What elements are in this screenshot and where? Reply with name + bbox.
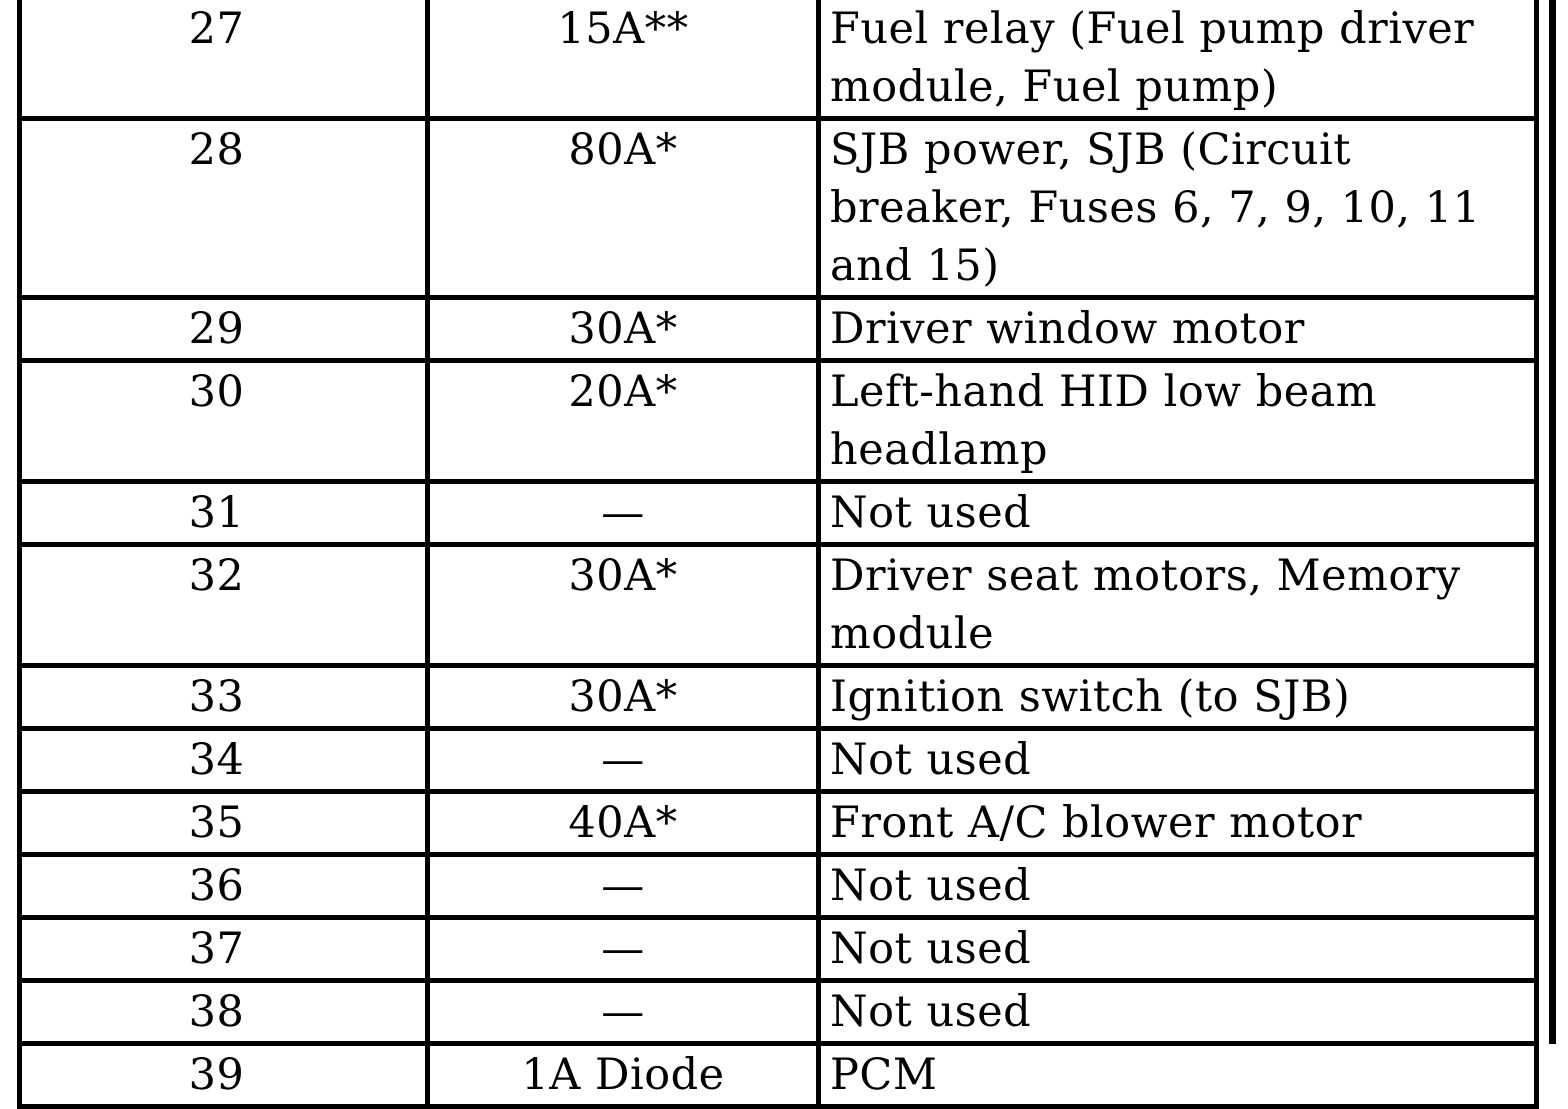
table-row: [20, 482, 1537, 545]
protected-component-cell: Driver seat motors, Memory module: [819, 545, 1537, 666]
table-row: [20, 918, 1537, 981]
table-row: [20, 729, 1537, 792]
protected-component-cell: Not used: [819, 482, 1537, 545]
table-row: [20, 855, 1537, 918]
fuse-number-cell: 39: [20, 1044, 428, 1107]
fuse-number-cell: 30: [20, 361, 428, 482]
protected-component-cell: Not used: [819, 918, 1537, 981]
page-edge-rule: [1549, 0, 1556, 1044]
fuse-number-cell: 28: [20, 119, 428, 298]
fuse-number-cell: 35: [20, 792, 428, 855]
table-row: [20, 361, 1537, 482]
fuse-number-cell: 29: [20, 298, 428, 361]
fuse-number-cell: 37: [20, 918, 428, 981]
protected-component-cell: PCM: [819, 1044, 1537, 1107]
amp-rating-cell: —: [428, 918, 819, 981]
fuse-number-cell: 27: [20, 0, 428, 119]
fuse-number-cell: 32: [20, 545, 428, 666]
protected-component-cell: Not used: [819, 981, 1537, 1044]
table-row: [20, 545, 1537, 666]
amp-rating-cell: 1A Diode: [428, 1044, 819, 1107]
amp-rating-cell: —: [428, 981, 819, 1044]
amp-rating-cell: 80A*: [428, 119, 819, 298]
table-row: [20, 298, 1537, 361]
protected-component-cell: Not used: [819, 855, 1537, 918]
amp-rating-cell: 15A**: [428, 0, 819, 119]
table-row: [20, 981, 1537, 1044]
fuse-number-cell: 33: [20, 666, 428, 729]
amp-rating-cell: 20A*: [428, 361, 819, 482]
table-row: [20, 666, 1537, 729]
protected-component-cell: Ignition switch (to SJB): [819, 666, 1537, 729]
protected-component-cell: Driver window motor: [819, 298, 1537, 361]
fuse-number-cell: 36: [20, 855, 428, 918]
table-row: [20, 792, 1537, 855]
fuse-number-cell: 38: [20, 981, 428, 1044]
amp-rating-cell: 30A*: [428, 666, 819, 729]
table-row: [20, 1044, 1537, 1107]
protected-component-cell: Front A/C blower motor: [819, 792, 1537, 855]
amp-rating-cell: —: [428, 482, 819, 545]
protected-component-cell: Left-hand HID low beam headlamp: [819, 361, 1537, 482]
fuse-number-cell: 31: [20, 482, 428, 545]
amp-rating-cell: 30A*: [428, 545, 819, 666]
protected-component-cell: Fuel relay (Fuel pump driver module, Fuel pump): [819, 0, 1537, 119]
amp-rating-cell: —: [428, 729, 819, 792]
table-row: [20, 0, 1537, 119]
amp-rating-cell: —: [428, 855, 819, 918]
protected-component-cell: Not used: [819, 729, 1537, 792]
fuse-number-cell: 34: [20, 729, 428, 792]
amp-rating-cell: 40A*: [428, 792, 819, 855]
protected-component-cell: SJB power, SJB (Circuit breaker, Fuses 6, 7, 9, 10, 11 and 15): [819, 119, 1537, 298]
table-row: [20, 119, 1537, 298]
fuse-table: [17, 0, 1539, 1109]
amp-rating-cell: 30A*: [428, 298, 819, 361]
